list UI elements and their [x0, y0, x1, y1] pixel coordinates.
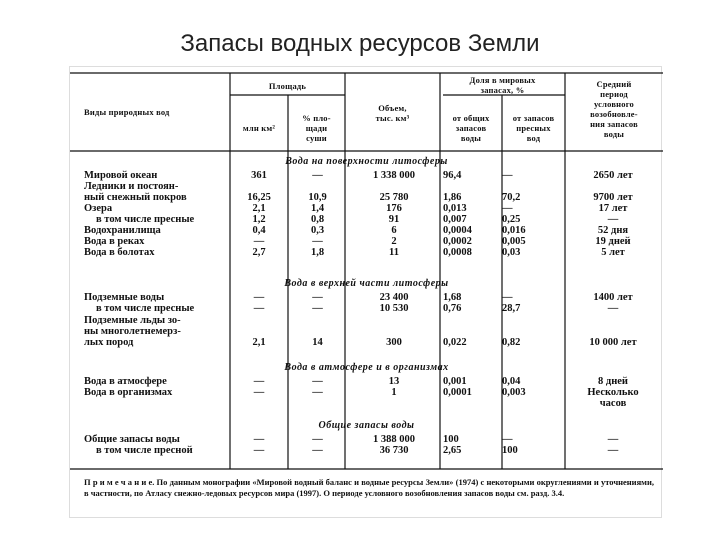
row-area-pct: 1,8 — [310, 247, 325, 258]
row-share-fresh: 0,003 — [502, 387, 526, 398]
row-name: Вода в организмах — [84, 387, 173, 398]
table-row — [70, 445, 663, 456]
row-share-total: 1,86 — [443, 192, 462, 203]
row-renewal: — — [607, 214, 619, 225]
row-share-fresh: 28,7 — [502, 303, 521, 314]
row-name: Ледники и постоян- — [84, 181, 179, 192]
row-volume: 13 — [388, 376, 400, 387]
table-row — [70, 170, 663, 181]
row-volume: 1 338 000 — [373, 170, 415, 181]
header-area-pct: % пло- щади суши — [302, 113, 331, 143]
row-name: Озера — [84, 203, 113, 214]
row-share-fresh: — — [502, 434, 513, 445]
row-area-pct: 0,8 — [310, 214, 325, 225]
row-volume: 2 — [391, 236, 397, 247]
row-renewal: — — [607, 445, 619, 456]
table-row — [70, 214, 663, 225]
row-area: 16,25 — [247, 192, 271, 203]
row-share-total: 0,007 — [443, 214, 467, 225]
row-name: ный снежный покров — [84, 192, 187, 203]
row-share-total: 100 — [443, 434, 459, 445]
row-share-fresh: 0,82 — [502, 337, 521, 348]
row-volume: 300 — [386, 337, 402, 348]
row-renewal: часов — [599, 398, 627, 409]
table-row — [70, 387, 663, 398]
row-share-total: 2,65 — [443, 445, 462, 456]
row-renewal: 9700 лет — [593, 192, 633, 203]
table-row — [70, 398, 663, 409]
row-renewal: — — [607, 303, 619, 314]
row-area-pct: — — [312, 445, 323, 456]
row-name: Подземные воды — [84, 292, 165, 303]
row-name: в том числе пресные — [96, 214, 195, 225]
row-share-total: 0,0001 — [443, 387, 472, 398]
row-share-total: 0,0004 — [443, 225, 472, 236]
row-volume: 36 730 — [379, 445, 409, 456]
row-area-pct: — — [312, 434, 323, 445]
table-row — [70, 434, 663, 445]
row-volume: 6 — [391, 225, 397, 236]
row-share-fresh: — — [502, 170, 513, 181]
row-share-fresh: 100 — [502, 445, 518, 456]
row-share-total: 0,013 — [443, 203, 467, 214]
row-area: 2,7 — [252, 247, 266, 258]
row-share-fresh: 0,04 — [502, 376, 521, 387]
row-share-fresh: 0,03 — [502, 247, 521, 258]
table-row — [70, 376, 663, 387]
table-row — [70, 292, 663, 303]
row-area-pct: — — [312, 303, 323, 314]
table-row — [70, 326, 663, 337]
row-volume: 1 — [391, 387, 397, 398]
table-scan — [69, 66, 662, 518]
table-row — [70, 181, 663, 192]
row-name: Подземные льды зо- — [84, 315, 181, 326]
row-area-pct: 14 — [312, 337, 323, 348]
row-volume: 23 400 — [379, 292, 409, 303]
row-renewal: 19 дней — [595, 236, 631, 247]
table-row — [70, 203, 663, 214]
row-area: — — [253, 376, 265, 387]
row-area: — — [253, 236, 265, 247]
row-area: — — [253, 445, 265, 456]
row-share-total: 1,68 — [443, 292, 462, 303]
row-share-total: 0,022 — [443, 337, 467, 348]
header-volume: Объем, тыс. км³ — [375, 103, 410, 123]
row-volume: 1 388 000 — [373, 434, 415, 445]
row-renewal: Несколько — [587, 387, 639, 398]
row-share-total: 96,4 — [443, 170, 462, 181]
section-upper: Вода в верхней части литосферы — [284, 278, 449, 289]
row-area: 0,4 — [252, 225, 266, 236]
row-volume: 91 — [388, 214, 400, 225]
header-kind: Виды природных вод — [84, 107, 170, 117]
header-area-mln: млн км² — [242, 123, 276, 133]
row-name: Мировой океан — [84, 170, 158, 181]
row-area-pct: 10,9 — [308, 192, 327, 203]
row-renewal: 52 дня — [597, 225, 629, 236]
table-row — [70, 247, 663, 258]
row-name: ны многолетнемерз- — [84, 326, 181, 337]
table-row — [70, 236, 663, 247]
row-renewal: 2650 лет — [593, 170, 633, 181]
row-share-fresh: 70,2 — [502, 192, 521, 203]
row-renewal: 8 дней — [598, 376, 628, 387]
row-area: 2,1 — [252, 337, 266, 348]
row-area: 361 — [251, 170, 267, 181]
row-renewal: 17 лет — [598, 203, 628, 214]
row-area: — — [253, 292, 265, 303]
table-row — [70, 225, 663, 236]
row-volume: 11 — [389, 247, 399, 258]
row-share-fresh: 0,016 — [502, 225, 526, 236]
row-area: — — [253, 434, 265, 445]
header-share-total: от общих запасов воды — [452, 113, 490, 143]
row-area-pct: — — [312, 236, 323, 247]
row-name: Вода в болотах — [84, 247, 155, 258]
table-row — [70, 303, 663, 314]
table-row — [70, 192, 663, 203]
row-volume: 10 530 — [379, 303, 409, 314]
row-area-pct: — — [312, 376, 323, 387]
header-share-fresh: от запасов пресных вод — [512, 113, 555, 143]
table-row — [70, 315, 663, 326]
row-share-total: 0,0002 — [443, 236, 472, 247]
row-area: 2,1 — [252, 203, 266, 214]
section-total: Общие запасы воды — [318, 420, 415, 431]
row-name: Водохранилища — [84, 225, 161, 236]
section-surface: Вода на поверхности литосферы — [285, 156, 448, 167]
row-share-fresh: 0,005 — [502, 236, 526, 247]
slide-title: Запасы водных ресурсов Земли — [180, 30, 540, 57]
row-renewal: 1400 лет — [593, 292, 633, 303]
row-area-pct: 0,3 — [310, 225, 325, 236]
header-renewal: Средний период условного возобновле- ния запасов воды — [590, 79, 638, 139]
table-row — [70, 337, 663, 348]
header-area: Площадь — [268, 81, 307, 91]
row-area-pct: — — [312, 292, 323, 303]
row-renewal: 5 лет — [601, 247, 625, 258]
row-renewal: 10 000 лет — [589, 337, 637, 348]
row-name: в том числе пресной — [96, 445, 193, 456]
row-name: Вода в реках — [84, 236, 145, 247]
row-area-pct: — — [312, 170, 323, 181]
row-share-fresh: — — [502, 292, 513, 303]
row-area-pct: 1,4 — [310, 203, 325, 214]
row-share-total: 0,0008 — [443, 247, 472, 258]
header-share: Доля в мировых запасах, % — [469, 75, 536, 95]
row-name: Вода в атмосфере — [84, 376, 167, 387]
row-share-fresh: — — [502, 203, 513, 214]
row-share-total: 0,001 — [443, 376, 467, 387]
row-name: лых пород — [84, 337, 134, 348]
row-volume: 176 — [386, 203, 402, 214]
row-area: 1,2 — [252, 214, 266, 225]
row-volume: 25 780 — [379, 192, 409, 203]
row-renewal: — — [607, 434, 619, 445]
row-share-total: 0,76 — [443, 303, 462, 314]
row-name: в том числе пресные — [96, 303, 195, 314]
row-area: — — [253, 387, 265, 398]
section-atmo: Вода в атмосфере и в организмах — [284, 362, 449, 373]
row-area-pct: — — [312, 387, 323, 398]
row-area: — — [253, 303, 265, 314]
row-name: Общие запасы воды — [84, 434, 180, 445]
table-note: П р и м е ч а н и е. По данным монографии «Мировой водный баланс и водные ресурсы Земли» (1974) с некоторыми округлениями и уточнениями, в частности, по Атласу снежно-ледовых ресурсов мира (1997). О периоде условного возобновления запасов воды см. разд. 3.4. — [84, 477, 654, 498]
row-share-fresh: 0,25 — [502, 214, 521, 225]
